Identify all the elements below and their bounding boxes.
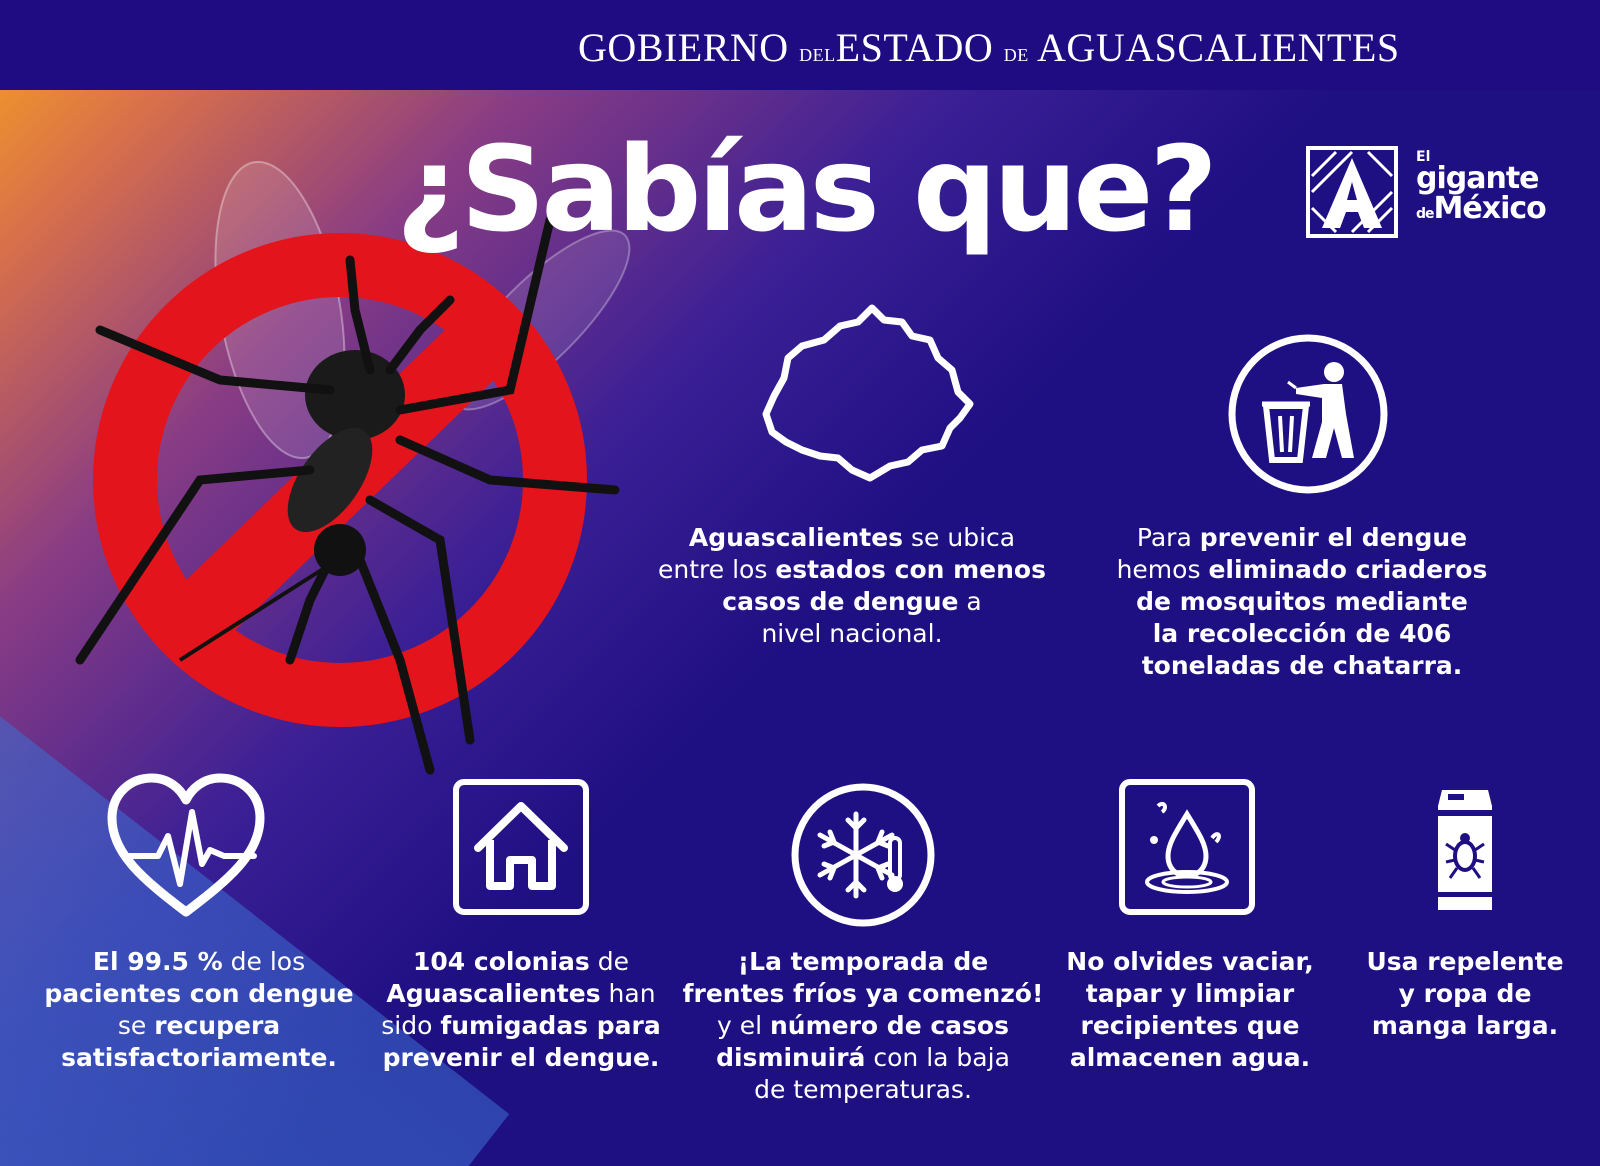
page-title: ¿Sabías que?: [396, 120, 1214, 258]
fact-breeding-sites: Para prevenir el dengue hemos eliminado criaderos de mosquitos mediante la recolección de 406 toneladas de chatarra.: [1116, 523, 1488, 680]
insect-repellent-icon: [1430, 780, 1500, 920]
fact-water-containers: No olvides vaciar, tapar y limpiar recipientes que almacenen agua.: [1066, 947, 1314, 1072]
government-title: GOBIERNO DELESTADO DE AGUASCALIENTES: [578, 25, 1400, 70]
fact-repellent: Usa repelente y ropa de manga larga.: [1366, 947, 1564, 1040]
water-drop-icon: [1118, 778, 1256, 916]
letter-a-icon: [1306, 146, 1398, 238]
fact-fumigation: 104 colonias de Aguascalientes han sido fumigadas para prevenir el dengue.: [381, 947, 661, 1072]
fact-state-ranking: Aguascalientes se ubica entre los estados con menos casos de dengue a nivel nacional.: [658, 523, 1046, 648]
fact-recovery-rate: El 99.5 % de los pacientes con dengue se recupera satisfactoriamente.: [44, 947, 354, 1072]
house-icon: [452, 778, 590, 916]
heartbeat-icon: [104, 772, 268, 924]
logo-text: El gigante deMéxico: [1416, 149, 1546, 226]
trash-disposal-icon: [1226, 332, 1390, 496]
aguascalientes-map-icon: [762, 300, 974, 486]
fact-cold-season: ¡La temporada de frentes fríos ya comenzó! y el número de casos disminuirá con la baja de temperaturas.: [682, 947, 1044, 1104]
snowflake-thermometer-icon: [790, 782, 936, 928]
